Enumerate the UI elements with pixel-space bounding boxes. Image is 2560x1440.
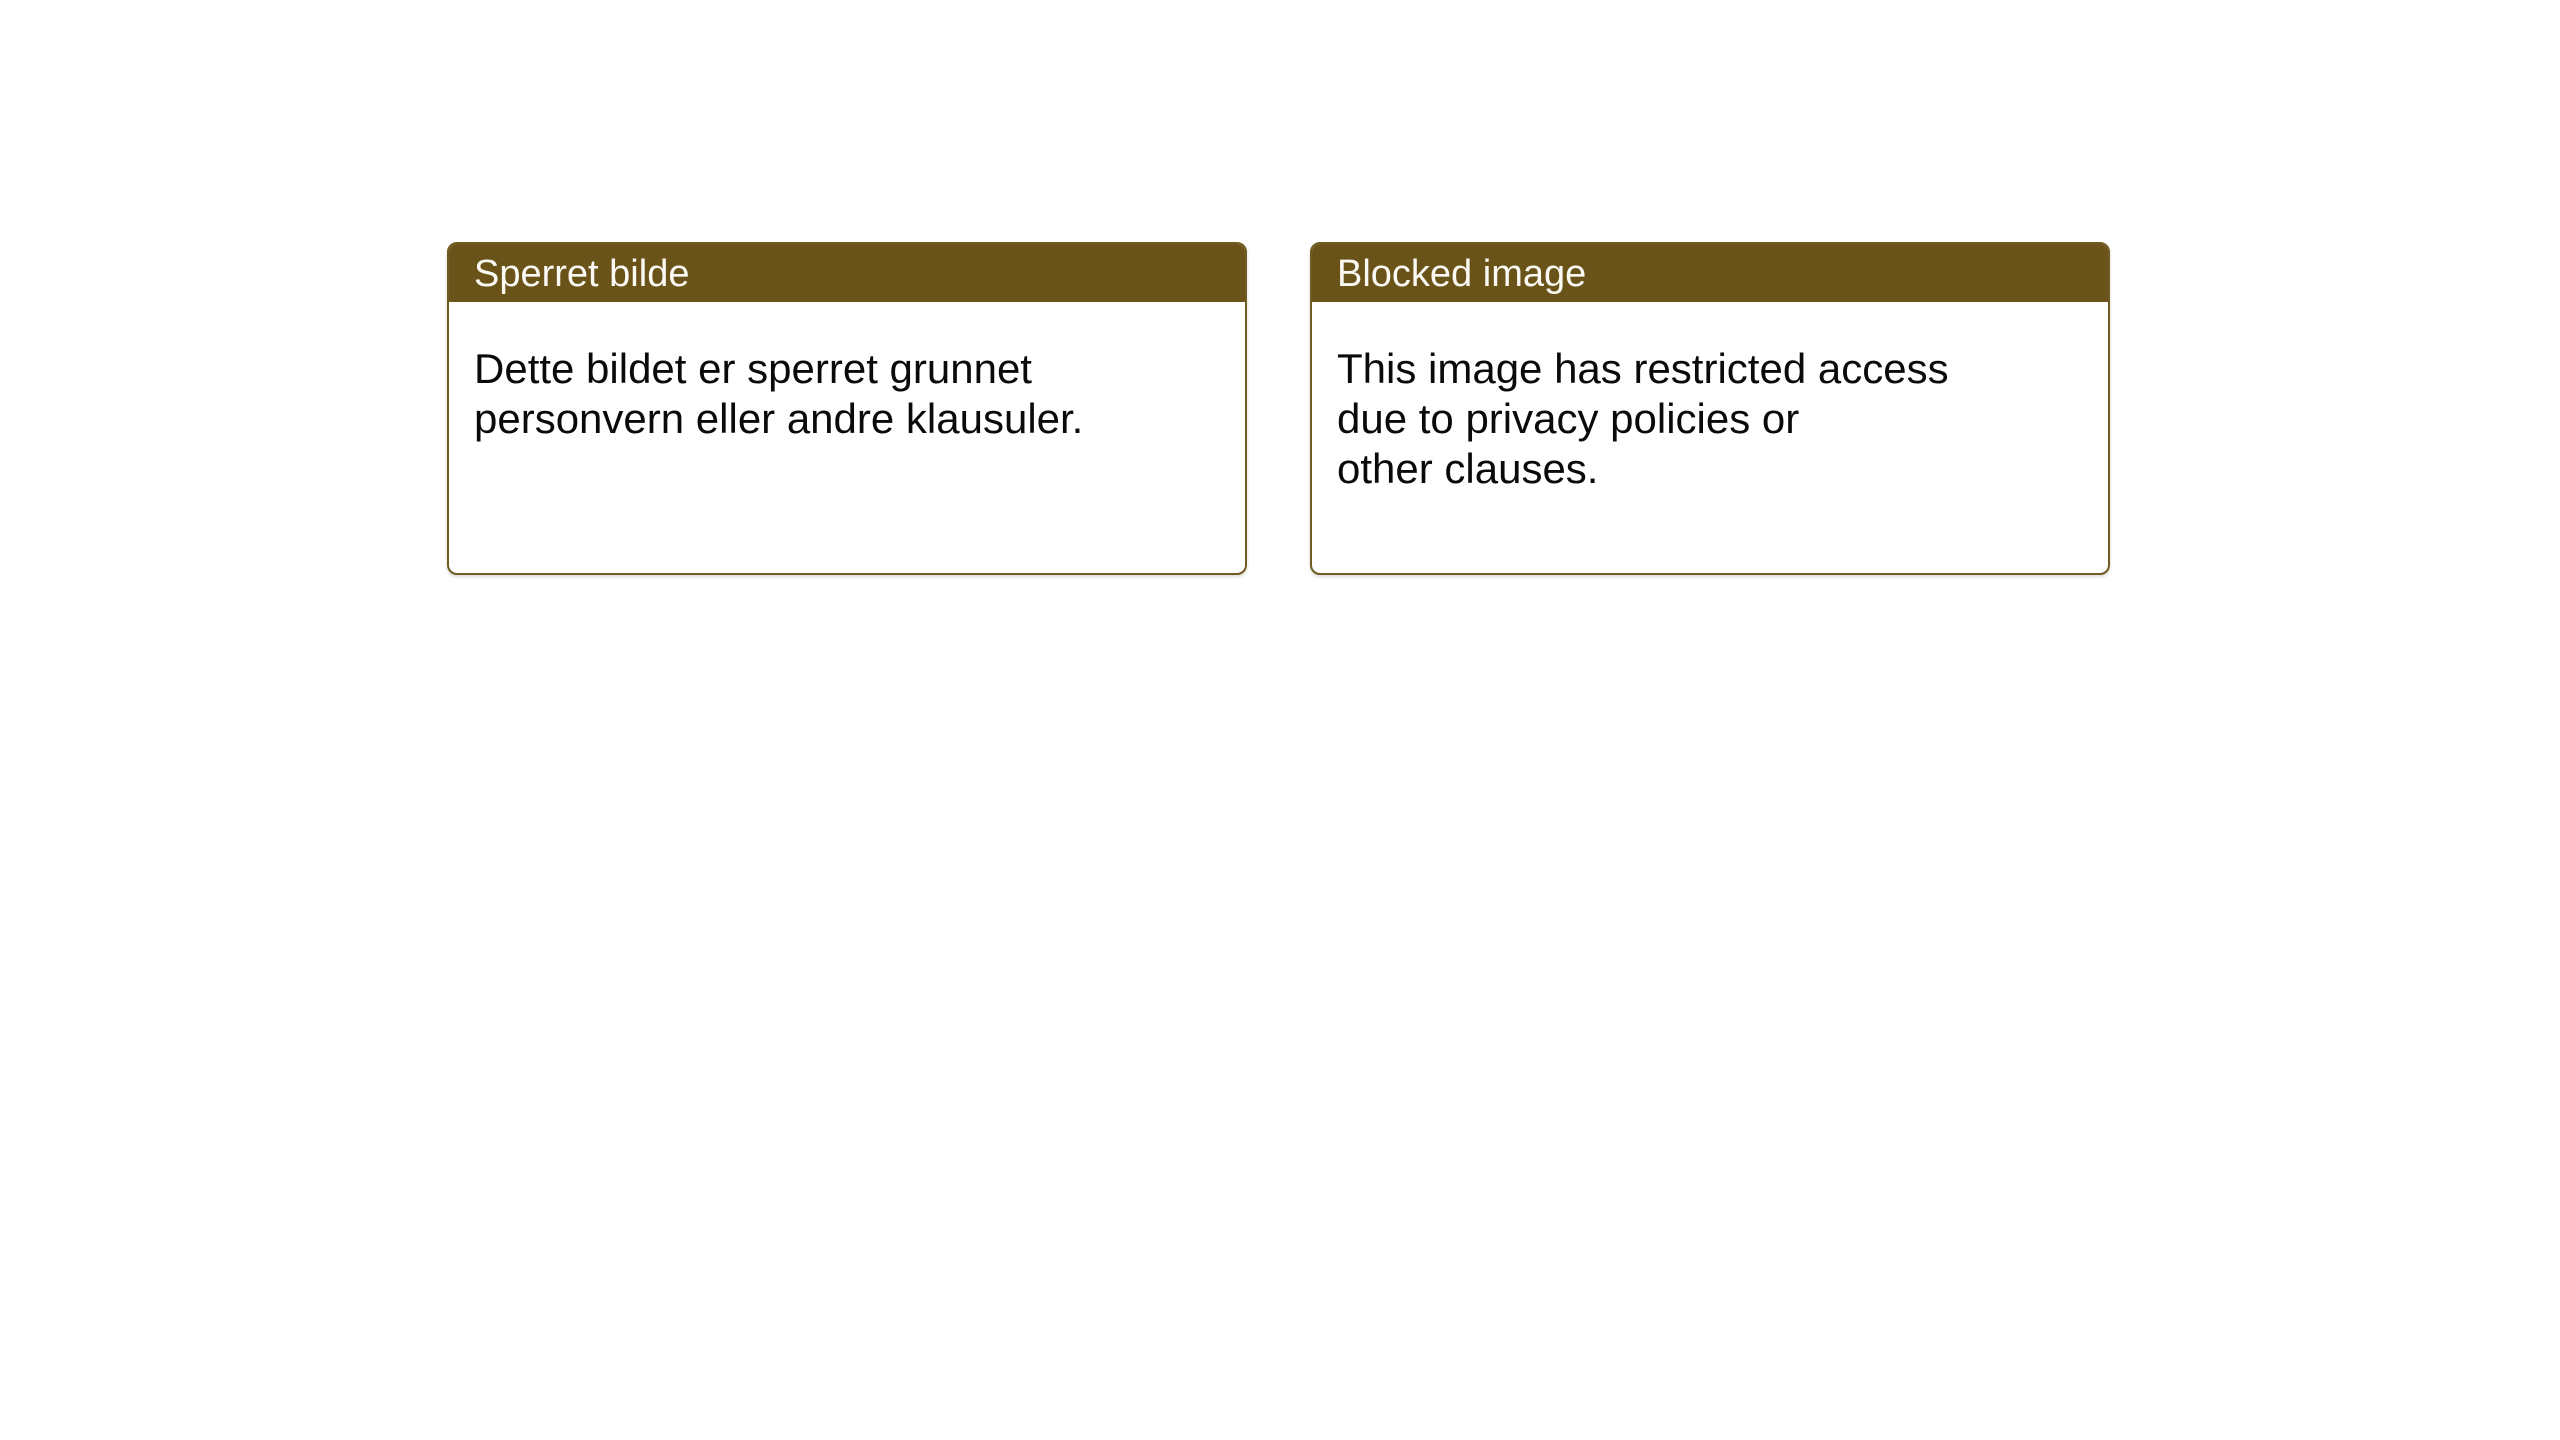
body-line: personvern eller andre klausuler.: [474, 395, 1084, 442]
blocked-image-card-norwegian: [447, 242, 1247, 575]
card-title: Sperret bilde: [474, 252, 690, 295]
card-title: Blocked image: [1337, 252, 1587, 295]
blocked-image-card-english: [1310, 242, 2110, 575]
body-line: other clauses.: [1337, 445, 1599, 492]
card-header: [1312, 244, 2108, 302]
card-body: [449, 302, 1245, 444]
body-line: This image has restricted access: [1337, 345, 1949, 392]
card-header: [449, 244, 1245, 302]
body-line: Dette bildet er sperret grunnet: [474, 345, 1032, 392]
body-line: due to privacy policies or: [1337, 395, 1800, 442]
card-body: [1312, 302, 2108, 494]
